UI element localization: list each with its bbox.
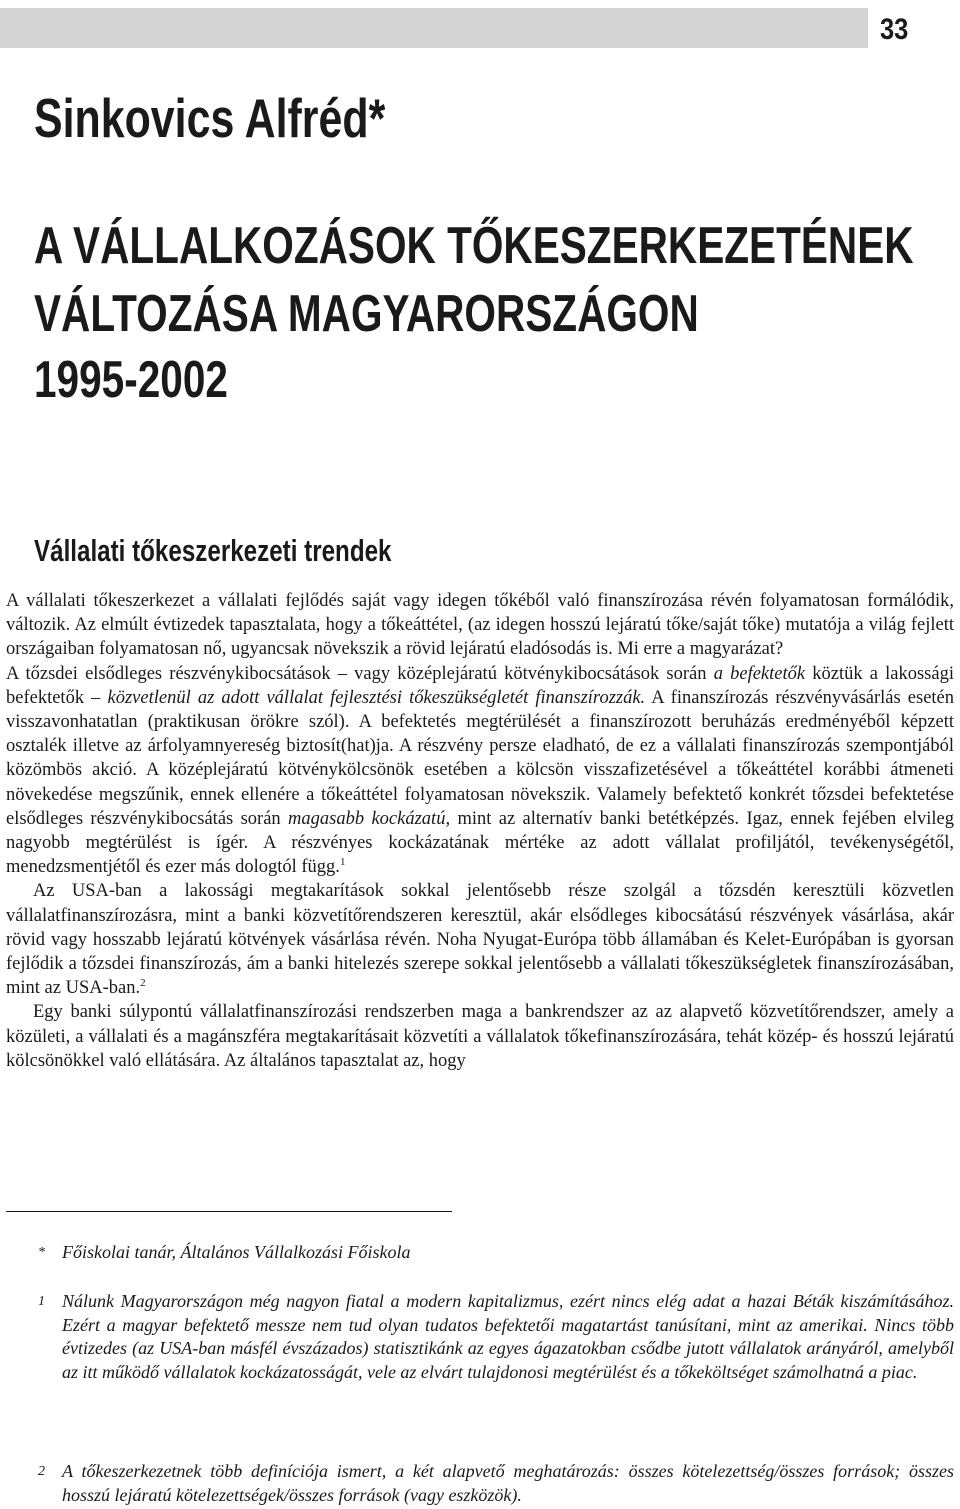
- footnote-author: [6, 1241, 954, 1265]
- header-bar: [0, 8, 868, 48]
- paragraph-2-emphasis-risk: magasabb kockázatú,: [288, 808, 451, 829]
- footnote-marker: 1: [38, 1294, 45, 1309]
- article-title-line-2: VÁLTOZÁSA MAGYARORSZÁGON: [34, 285, 699, 343]
- article-title-line-3: 1995-2002: [34, 351, 228, 409]
- paragraph-3: [6, 879, 954, 1000]
- footnote-marker: *: [38, 1245, 45, 1260]
- article-title-line-1: A VÁLLALKOZÁSOK TŐKESZERKEZETÉNEK: [34, 217, 914, 275]
- paragraph-2-emphasis-financing: közvetlenül az adott vállalat fejlesztési tőkeszükségletét finanszírozzák.: [107, 687, 646, 708]
- paragraph-2-text-g: mint az alternatív banki betétképzés. Igaz, ennek fejében elvileg nagyobb megtérülést is ígér. A részvényes kockázatának mértéke az adott vállalat profiljától, tevékenységétől, menedzsmentjétől és ezer más dologtól függ.: [6, 808, 954, 878]
- footnote-text: Nálunk Magyarországon még nagyon fiatal a modern kapitalizmus, ezért nincs elég adat a hazai Béták kiszámításához. Ezért a magyar befektető messze nem tud olyan tudatos befektetői magatartást tanúsítani, mint az amerikai. Nincs több évtizedes (az USA-ban másfél évszázados) statisztikánk az egyes ágazatokban csődbe jutott vállalatok arányáról, amelyből az itt működő vállalatok kockázatosságát, vele az elvárt tulajdonosi megtérülést és a tőkeköltséget számolhatná a piac.: [62, 1291, 954, 1382]
- footnote-text: Főiskolai tanár, Általános Vállalkozási Főiskola: [62, 1242, 411, 1262]
- paragraph-4: Egy banki súlypontú vállalatfinanszírozási rendszerben maga a bankrendszer az az alapvető közvetítőrendszer, amely a közületi, a vállalati és a magánszféra megtakarításait közvetíti a vállalatok tőkefinanszírozására, tehát közép- és hosszú lejáratú kölcsönökkel való ellátására. Az általános tapasztalat az, hogy: [6, 1002, 954, 1071]
- section-heading: Vállalati tőkeszerkezeti trendek: [34, 533, 392, 568]
- footnote-marker: 2: [38, 1464, 45, 1479]
- footnote-ref-2[interactable]: 2: [140, 977, 146, 990]
- footnote-ref-1[interactable]: 1: [339, 856, 346, 869]
- paragraph-2-text-a: A tőzsdei elsődleges részvénykibocsátások – vagy középlejáratú kötvénykibocsátások során: [6, 663, 714, 684]
- paragraph-1: A vállalati tőkeszerkezet a vállalati fejlődés saját vagy idegen tőkéből való finanszírozása révén folyamatosan formálódik, változik. Az elmúlt évtizedek tapasztalata, hogy a tőkeáttétel, (az idegen hosszú lejáratú tőke/saját tőke) mutatója a világ fejlett országaiban folyamatosan nő, ugyancsak növekszik a rövid lejáratú eladósodás is. Mi erre a magyarázat?: [6, 591, 954, 660]
- paragraph-2-text-c: köztük a lakossági befektetők –: [6, 663, 954, 708]
- footnote-separator: [6, 1211, 452, 1212]
- paragraph-2-text-e: A finanszírozás részvényvásárlás esetén visszavonhatatlan (praktikusan örökre szól). A befektetés megtérülését a finanszírozott beruházás eredményéből képzett osztalék illetve az árfolyamnyereség biztosít(hat)ja. A részvény persze eladható, de ez a vállalati finanszírozás szempontjából közömbös akció. A középlejáratú kötvénykölcsönök esetében a kölcsön visszafizetésével a tőkeáttétel korábbi átmeneti növekedése megszűnik, ennek ellenére a tőkeáttétel folyamatosan növekszik. Valamely befektető konkrét tőzsdei befektetése elsődleges részvénykibocsátás során: [6, 687, 955, 829]
- footnote-text: A tőkeszerkezetnek több definíciója ismert, a két alapvető meghatározás: összes kötelezettség/összes források; összes hosszú lejáratú kötelezettségek/összes források (vagy eszközök).: [62, 1461, 954, 1505]
- footnote-1: [6, 1290, 954, 1384]
- footnote-2: [6, 1460, 954, 1507]
- paragraph-2: [6, 662, 954, 880]
- paragraph-2-emphasis-investors: a befektetők: [713, 663, 806, 684]
- author-name: Sinkovics Alfréd*: [34, 87, 386, 149]
- body-text: [6, 589, 954, 1073]
- page-number: 33: [880, 13, 909, 46]
- paragraph-3-text: Az USA-ban a lakossági megtakarítások sokkal jelentősebb része szolgál a tőzsdén keresztüli közvetlen vállalatfinanszírozásra, mint a banki közvetítőrendszeren keresztül, akár elsődleges kibocsátású részvények vásárlása, akár rövid vagy hosszabb lejáratú kötvények vásárlása révén. Noha Nyugat-Európa több államában és Kelet-Európában is gyorsan fejlődik a tőzsdei finanszírozás, ám a banki hitelezés szerepe sokkal jelentősebb a vállalati tőkeszükségletek finanszírozásában, mint az USA-ban.: [6, 881, 954, 999]
